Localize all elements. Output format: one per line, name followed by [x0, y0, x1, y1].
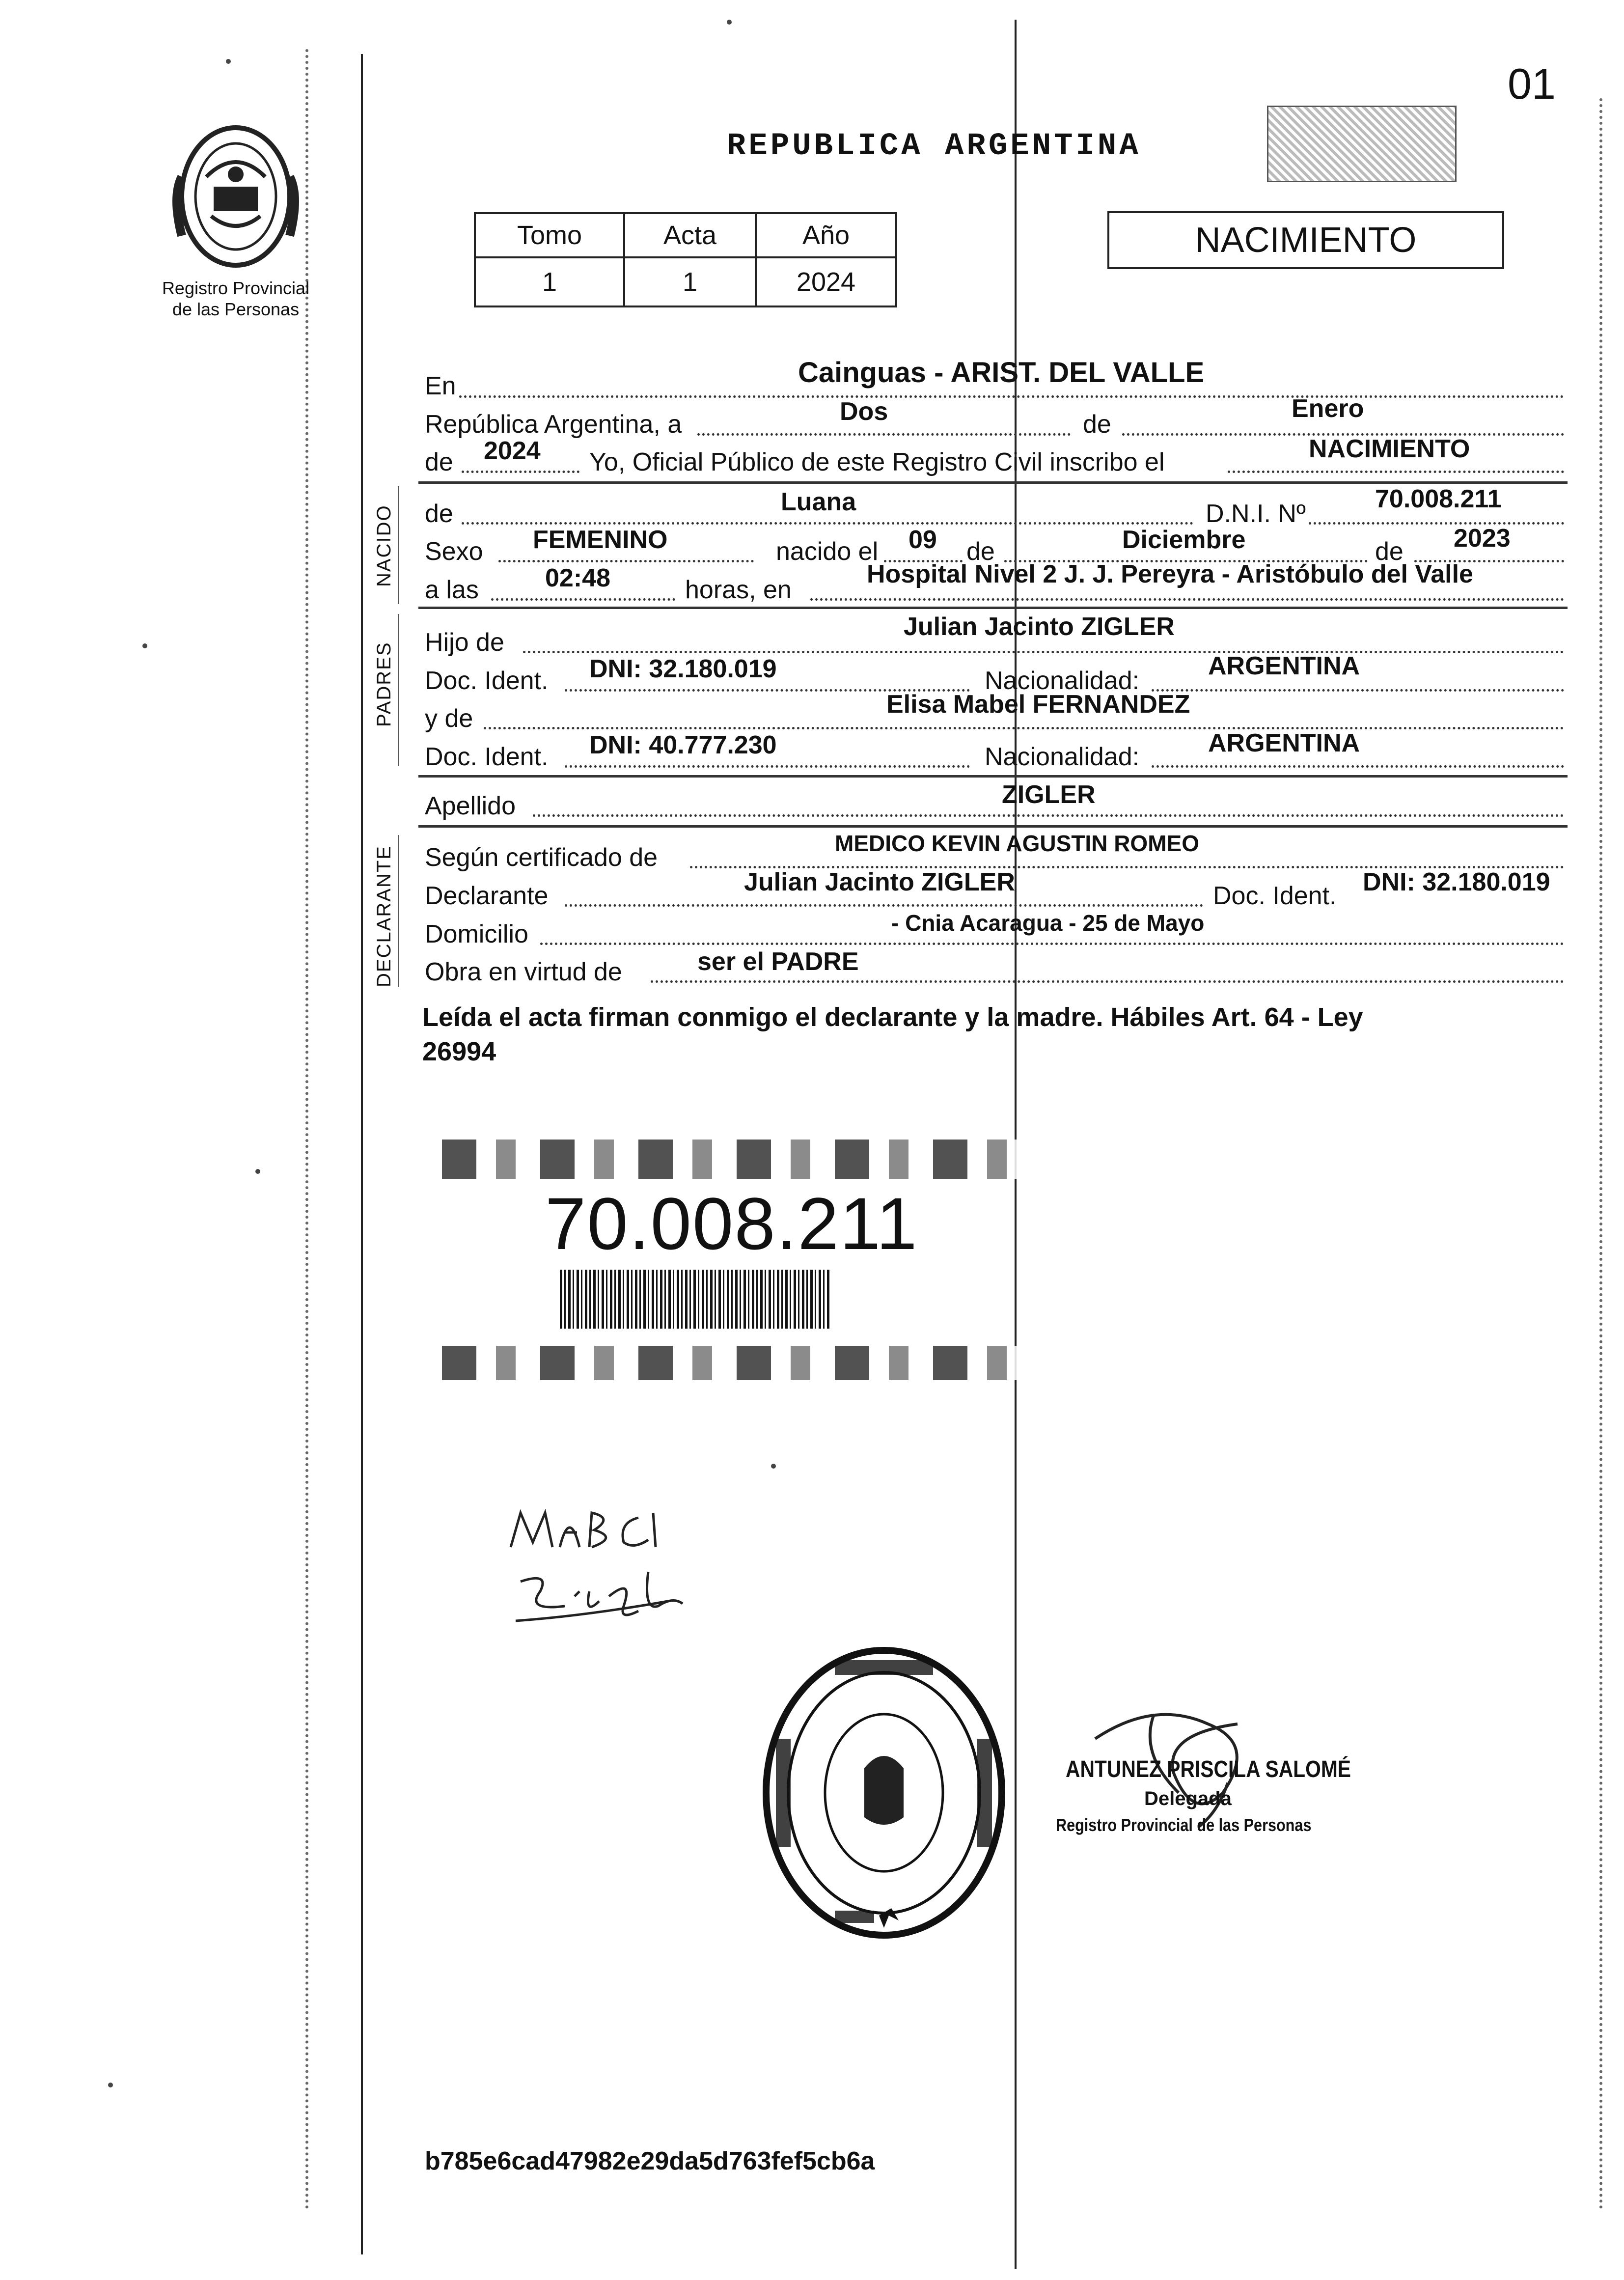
- y-de-label: y de: [425, 704, 473, 733]
- section-rule: [418, 775, 1568, 778]
- de-label-2: de: [1375, 537, 1404, 566]
- acta-value: 1: [624, 257, 756, 306]
- location-value: Cainguas - ARIST. DEL VALLE: [798, 357, 1205, 389]
- section-rule: [418, 481, 1568, 484]
- hijo-de-label: Hijo de: [425, 628, 504, 657]
- dotted-line: [565, 904, 1203, 907]
- col-header-tomo: Tomo: [475, 213, 624, 257]
- statement-text: Yo, Oficial Público de este Registro Civil inscribo el: [589, 448, 1165, 476]
- sexo-value: FEMENINO: [533, 526, 668, 554]
- scan-speck: [108, 2083, 113, 2087]
- left-dotted-margin: [305, 49, 308, 2210]
- dotted-line: [1152, 689, 1564, 692]
- sexo-label: Sexo: [425, 537, 483, 566]
- dotted-line: [462, 471, 579, 473]
- dotted-line: [565, 765, 970, 768]
- mother-name: Elisa Mabel FERNANDEZ: [886, 690, 1190, 719]
- dotted-line: [651, 980, 1564, 983]
- cert-label: Según certificado de: [425, 843, 658, 872]
- horas-label: horas, en: [685, 576, 792, 604]
- tomo-value: 1: [475, 257, 624, 306]
- birth-place: Hospital Nivel 2 J. J. Pereyra - Aristóbulo del Valle: [867, 560, 1473, 588]
- child-dni: 70.008.211: [1375, 485, 1502, 513]
- side-label-padres: PADRES: [373, 641, 395, 727]
- birth-day: 09: [908, 526, 937, 554]
- dni-label: D.N.I. Nº: [1206, 500, 1306, 528]
- province-crest-logo: [162, 118, 309, 275]
- scan-speck: [727, 20, 732, 25]
- scan-speck: [255, 1169, 260, 1174]
- cert-value: MEDICO KEVIN AGUSTIN ROMEO: [835, 831, 1199, 856]
- barcode-number: 70.008.211: [545, 1182, 918, 1265]
- dotted-line: [1152, 765, 1564, 768]
- security-hologram: [1267, 106, 1457, 182]
- section-rule: [418, 825, 1568, 828]
- scan-speck: [142, 643, 147, 648]
- official-name: ANTUNEZ PRISCILA SALOMÉ: [1066, 1756, 1351, 1782]
- father-nat-label: Nacionalidad:: [985, 667, 1140, 695]
- domicilio-value: - Cnia Acaragua - 25 de Mayo: [891, 910, 1205, 936]
- nacido-de-label: de: [425, 500, 453, 528]
- year-prefix: de: [425, 448, 453, 476]
- mother-nat-label: Nacionalidad:: [985, 743, 1140, 771]
- closing-line-1: Leída el acta firman conmigo el declarante y la madre. Hábiles Art. 64 - Ley: [422, 1002, 1363, 1032]
- dotted-line: [462, 522, 1193, 525]
- registry-line2: de las Personas: [172, 299, 300, 320]
- day-value: Dos: [840, 397, 888, 426]
- declarant-doc: DNI: 32.180.019: [1363, 868, 1550, 896]
- father-nationality: ARGENTINA: [1208, 652, 1360, 680]
- section-bracket: [398, 614, 399, 766]
- domicilio-label: Domicilio: [425, 920, 528, 948]
- de-label-1: de: [966, 537, 995, 566]
- a-las-label: a las: [425, 576, 479, 604]
- dotted-line: [523, 651, 1564, 653]
- dotted-line: [540, 943, 1564, 945]
- barcode-image: [560, 1270, 830, 1329]
- mother-doc: DNI: 40.777.230: [589, 731, 777, 759]
- page-number: 01: [1508, 59, 1556, 108]
- father-doc: DNI: 32.180.019: [589, 655, 777, 683]
- right-dotted-margin: [1599, 98, 1602, 2210]
- dotted-line: [498, 560, 754, 562]
- signature-father: [511, 1562, 707, 1628]
- dotted-line: [810, 598, 1564, 601]
- child-name: Luana: [781, 488, 856, 516]
- volume-table: [474, 212, 897, 307]
- birth-year: 2023: [1454, 524, 1511, 553]
- side-label-nacido: NACIDO: [373, 504, 395, 587]
- month-value: Enero: [1292, 394, 1364, 423]
- decl-doc-label: Doc. Ident.: [1213, 882, 1337, 910]
- nacido-el-label: nacido el: [776, 537, 879, 566]
- act-type-box: NACIMIENTO: [1107, 211, 1504, 269]
- section-bracket: [398, 486, 399, 604]
- obra-value: ser el PADRE: [697, 947, 859, 976]
- decl-label: Declarante: [425, 882, 549, 910]
- mother-nationality: ARGENTINA: [1208, 729, 1360, 757]
- ano-value: 2024: [756, 257, 896, 306]
- declarant-name: Julian Jacinto ZIGLER: [744, 868, 1015, 896]
- sticker-pattern-top: [442, 1140, 1031, 1179]
- father-doc-label: Doc. Ident.: [425, 667, 549, 695]
- apellido-value: ZIGLER: [1002, 780, 1096, 809]
- dotted-line: [1228, 471, 1564, 473]
- dotted-line: [1309, 522, 1564, 525]
- dotted-line: [533, 814, 1564, 817]
- birth-hour: 02:48: [545, 564, 610, 592]
- republica-label: República Argentina, a: [425, 410, 682, 439]
- birth-month: Diciembre: [1122, 526, 1246, 554]
- left-margin-line: [361, 54, 363, 2254]
- country-title: REPUBLICA ARGENTINA: [727, 129, 1141, 164]
- dotted-line: [459, 395, 1564, 398]
- col-header-acta: Acta: [624, 213, 756, 257]
- en-label: En: [425, 372, 456, 400]
- registry-line1: Registro Provincial: [162, 278, 310, 298]
- document-hash: b785e6cad47982e29da5d763fef5cb6a: [425, 2147, 875, 2175]
- col-header-ano: Año: [756, 213, 896, 257]
- scan-speck: [771, 1464, 776, 1469]
- dotted-line: [484, 727, 1564, 729]
- father-name: Julian Jacinto ZIGLER: [904, 612, 1175, 641]
- scan-speck: [226, 59, 231, 64]
- apellido-label: Apellido: [425, 792, 516, 820]
- section-bracket: [398, 835, 399, 987]
- official-office: Registro Provincial de las Personas: [1056, 1815, 1312, 1835]
- de-label: de: [1083, 410, 1111, 439]
- official-role: Delegada: [1144, 1788, 1232, 1809]
- mother-doc-label: Doc. Ident.: [425, 743, 549, 771]
- act-value: NACIMIENTO: [1309, 435, 1470, 463]
- dotted-line: [491, 598, 675, 601]
- dotted-line: [697, 433, 1071, 436]
- section-rule: [418, 607, 1568, 609]
- dni-barcode-sticker: [442, 1140, 1031, 1380]
- closing-line-2: 26994: [422, 1037, 496, 1066]
- year-value: 2024: [484, 437, 541, 465]
- signature-mother: [506, 1493, 663, 1564]
- registry-label: [152, 278, 319, 320]
- side-label-declarante: DECLARANTE: [373, 845, 395, 987]
- official-seal: [756, 1640, 1012, 1947]
- sticker-pattern-bottom: [442, 1346, 1031, 1380]
- obra-label: Obra en virtud de: [425, 958, 622, 986]
